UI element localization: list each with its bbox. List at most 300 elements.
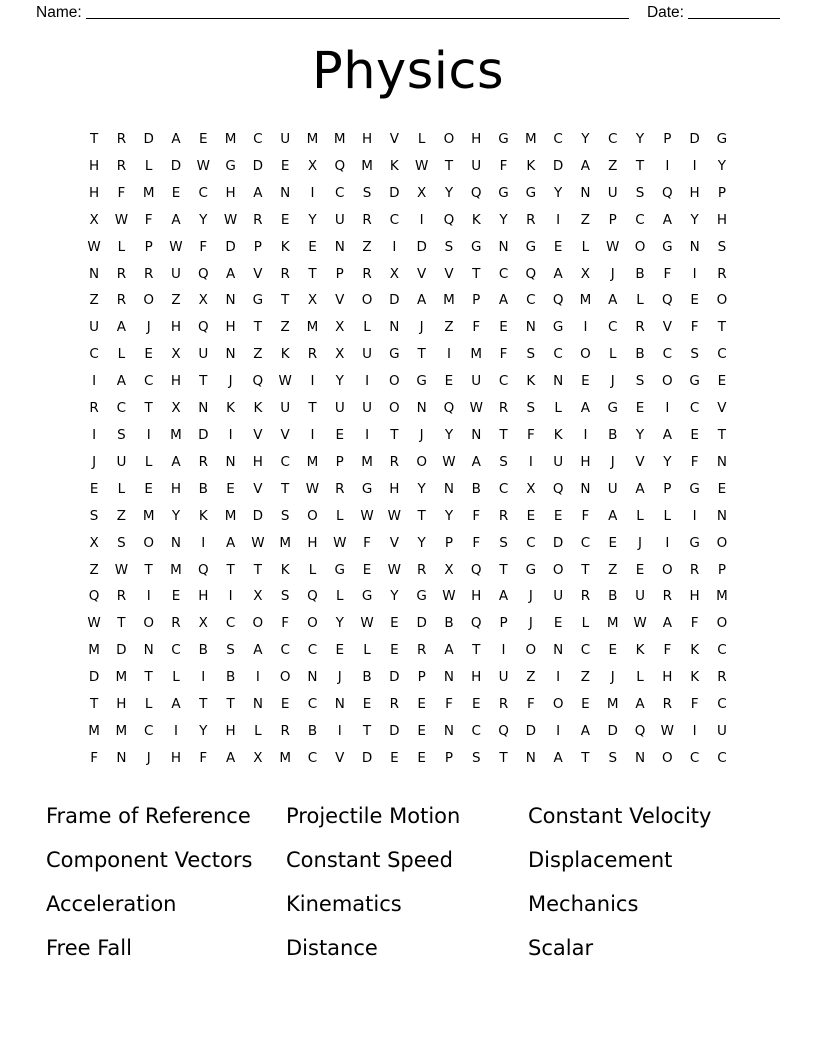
grid-cell[interactable]: N bbox=[252, 696, 263, 713]
grid-cell[interactable]: S bbox=[608, 749, 618, 766]
grid-cell[interactable]: J bbox=[528, 615, 533, 632]
grid-cell[interactable]: E bbox=[280, 211, 290, 228]
grid-cell[interactable]: S bbox=[117, 534, 126, 551]
grid-cell[interactable]: N bbox=[334, 238, 345, 255]
grid-cell[interactable]: Q bbox=[197, 265, 209, 282]
grid-cell[interactable]: M bbox=[606, 615, 619, 632]
grid-cell[interactable]: G bbox=[525, 238, 537, 255]
grid-cell[interactable]: R bbox=[116, 588, 127, 605]
grid-cell[interactable]: I bbox=[419, 211, 424, 228]
grid-cell[interactable]: N bbox=[580, 184, 591, 201]
grid-cell[interactable]: U bbox=[171, 265, 181, 282]
grid-cell[interactable]: N bbox=[553, 642, 564, 659]
word-list-item[interactable]: Distance bbox=[286, 935, 378, 960]
grid-cell[interactable]: T bbox=[472, 642, 481, 659]
grid-cell[interactable]: C bbox=[498, 373, 509, 390]
grid-cell[interactable]: X bbox=[198, 615, 208, 632]
grid-cell[interactable]: P bbox=[444, 534, 454, 551]
grid-cell[interactable]: A bbox=[225, 265, 236, 282]
grid-cell[interactable]: G bbox=[525, 561, 537, 578]
grid-cell[interactable]: D bbox=[252, 157, 264, 174]
grid-cell[interactable]: H bbox=[170, 373, 182, 390]
grid-cell[interactable]: M bbox=[88, 642, 100, 659]
grid-cell[interactable]: I bbox=[310, 426, 315, 443]
grid-cell[interactable]: O bbox=[252, 615, 264, 632]
grid-cell[interactable]: Q bbox=[197, 319, 209, 336]
grid-cell[interactable]: S bbox=[499, 534, 508, 551]
grid-cell[interactable]: C bbox=[635, 211, 645, 228]
grid-cell[interactable]: U bbox=[607, 480, 618, 497]
word-list-item[interactable]: Constant Speed bbox=[286, 847, 453, 872]
grid-cell[interactable]: J bbox=[92, 453, 97, 470]
grid-cell[interactable]: A bbox=[498, 588, 509, 605]
grid-cell[interactable]: W bbox=[387, 507, 402, 524]
grid-cell[interactable]: F bbox=[663, 642, 672, 659]
grid-cell[interactable]: L bbox=[144, 696, 153, 713]
grid-cell[interactable]: P bbox=[335, 265, 344, 282]
word-list-item[interactable]: Component Vectors bbox=[46, 847, 253, 872]
grid-cell[interactable]: Q bbox=[498, 722, 509, 739]
grid-cell[interactable]: F bbox=[499, 346, 508, 363]
grid-cell[interactable]: J bbox=[228, 373, 233, 390]
grid-cell[interactable]: O bbox=[716, 615, 728, 632]
grid-cell[interactable]: L bbox=[117, 346, 126, 363]
grid-cell[interactable]: Y bbox=[444, 426, 454, 443]
grid-cell[interactable]: K bbox=[471, 211, 481, 228]
grid-cell[interactable]: L bbox=[554, 400, 562, 417]
grid-cell[interactable]: N bbox=[89, 265, 100, 282]
grid-cell[interactable]: C bbox=[307, 696, 318, 713]
grid-cell[interactable]: X bbox=[253, 749, 263, 766]
grid-cell[interactable]: G bbox=[607, 400, 618, 417]
grid-cell[interactable]: W bbox=[606, 238, 620, 255]
grid-cell[interactable]: E bbox=[280, 696, 290, 713]
grid-cell[interactable]: S bbox=[117, 426, 126, 443]
grid-cell[interactable]: Y bbox=[635, 426, 645, 443]
grid-cell[interactable]: M bbox=[170, 426, 182, 443]
grid-cell[interactable]: L bbox=[363, 642, 371, 659]
grid-cell[interactable]: O bbox=[361, 292, 373, 309]
grid-cell[interactable]: U bbox=[607, 184, 618, 201]
grid-cell[interactable]: C bbox=[143, 722, 154, 739]
grid-cell[interactable]: D bbox=[389, 184, 400, 201]
grid-cell[interactable]: O bbox=[662, 749, 673, 766]
grid-cell[interactable]: A bbox=[608, 292, 618, 309]
grid-cell[interactable]: L bbox=[636, 669, 644, 686]
grid-cell[interactable]: P bbox=[717, 184, 726, 201]
grid-cell[interactable]: C bbox=[717, 749, 727, 766]
grid-cell[interactable]: J bbox=[419, 426, 424, 443]
grid-cell[interactable]: J bbox=[610, 373, 615, 390]
grid-cell[interactable]: R bbox=[280, 722, 290, 739]
grid-cell[interactable]: T bbox=[281, 480, 290, 497]
grid-cell[interactable]: N bbox=[143, 642, 154, 659]
grid-cell[interactable]: X bbox=[526, 480, 536, 497]
grid-cell[interactable]: K bbox=[526, 373, 536, 390]
grid-cell[interactable]: M bbox=[306, 131, 319, 147]
grid-cell[interactable]: U bbox=[498, 669, 509, 686]
grid-cell[interactable]: W bbox=[251, 534, 265, 551]
grid-cell[interactable]: E bbox=[390, 749, 399, 766]
grid-cell[interactable]: E bbox=[280, 157, 290, 174]
grid-cell[interactable]: S bbox=[717, 238, 727, 255]
grid-cell[interactable]: O bbox=[662, 373, 673, 390]
grid-cell[interactable]: N bbox=[389, 319, 400, 336]
grid-cell[interactable]: Q bbox=[634, 722, 646, 739]
grid-cell[interactable]: Q bbox=[552, 292, 564, 309]
grid-cell[interactable]: B bbox=[198, 642, 208, 659]
grid-cell[interactable]: P bbox=[335, 453, 344, 470]
grid-cell[interactable]: O bbox=[389, 400, 400, 417]
grid-cell[interactable]: E bbox=[690, 426, 699, 443]
grid-cell[interactable]: V bbox=[717, 400, 727, 417]
grid-cell[interactable]: F bbox=[663, 265, 672, 282]
grid-cell[interactable]: M bbox=[306, 453, 319, 470]
grid-cell[interactable]: N bbox=[416, 400, 427, 417]
grid-cell[interactable]: A bbox=[116, 373, 126, 390]
grid-cell[interactable]: E bbox=[471, 696, 481, 713]
grid-cell[interactable]: I bbox=[365, 426, 370, 443]
grid-cell[interactable]: H bbox=[716, 211, 727, 228]
grid-cell[interactable]: R bbox=[171, 615, 181, 632]
grid-cell[interactable]: L bbox=[144, 453, 153, 470]
grid-cell[interactable]: I bbox=[228, 588, 233, 605]
grid-cell[interactable]: R bbox=[717, 265, 727, 282]
grid-cell[interactable]: X bbox=[89, 211, 99, 228]
grid-cell[interactable]: W bbox=[442, 453, 456, 470]
grid-cell[interactable]: C bbox=[608, 319, 618, 336]
grid-cell[interactable]: N bbox=[443, 722, 454, 739]
grid-cell[interactable]: S bbox=[444, 238, 454, 255]
grid-cell[interactable]: L bbox=[335, 507, 344, 524]
grid-cell[interactable]: C bbox=[717, 346, 727, 363]
grid-cell[interactable]: Z bbox=[444, 319, 454, 336]
grid-cell[interactable]: B bbox=[362, 669, 372, 686]
grid-cell[interactable]: I bbox=[201, 669, 206, 686]
grid-cell[interactable]: H bbox=[198, 588, 209, 605]
grid-cell[interactable]: M bbox=[115, 722, 128, 739]
grid-cell[interactable]: E bbox=[89, 480, 99, 497]
grid-cell[interactable]: W bbox=[469, 400, 483, 417]
grid-cell[interactable]: Z bbox=[526, 669, 536, 686]
grid-cell[interactable]: Z bbox=[171, 292, 181, 309]
grid-cell[interactable]: E bbox=[635, 561, 645, 578]
grid-cell[interactable]: H bbox=[170, 480, 182, 497]
grid-cell[interactable]: R bbox=[498, 696, 509, 713]
grid-cell[interactable]: G bbox=[225, 157, 236, 174]
grid-cell[interactable]: M bbox=[361, 453, 373, 470]
grid-cell[interactable]: U bbox=[553, 588, 564, 605]
grid-cell[interactable]: W bbox=[633, 615, 647, 632]
grid-cell[interactable]: X bbox=[89, 534, 99, 551]
grid-cell[interactable]: C bbox=[498, 265, 509, 282]
grid-cell[interactable]: Y bbox=[663, 453, 672, 470]
grid-cell[interactable]: E bbox=[717, 480, 727, 497]
grid-cell[interactable]: W bbox=[223, 211, 238, 228]
grid-cell[interactable]: T bbox=[144, 669, 153, 686]
grid-cell[interactable]: C bbox=[116, 400, 127, 417]
grid-cell[interactable]: F bbox=[472, 507, 481, 524]
grid-cell[interactable]: P bbox=[499, 615, 508, 632]
grid-cell[interactable]: Q bbox=[443, 400, 455, 417]
grid-cell[interactable]: R bbox=[416, 642, 427, 659]
grid-cell[interactable]: A bbox=[225, 749, 236, 766]
grid-cell[interactable]: K bbox=[553, 426, 563, 443]
grid-cell[interactable]: R bbox=[116, 265, 127, 282]
grid-cell[interactable]: Q bbox=[552, 480, 564, 497]
grid-cell[interactable]: E bbox=[608, 534, 617, 551]
grid-cell[interactable]: O bbox=[662, 561, 673, 578]
word-search-grid[interactable] bbox=[80, 126, 735, 772]
grid-cell[interactable]: E bbox=[417, 696, 426, 713]
grid-cell[interactable]: N bbox=[225, 346, 236, 363]
grid-cell[interactable]: M bbox=[333, 131, 346, 147]
grid-cell[interactable]: M bbox=[170, 561, 182, 578]
grid-cell[interactable]: R bbox=[280, 265, 290, 282]
grid-cell[interactable]: E bbox=[390, 615, 399, 632]
grid-cell[interactable]: T bbox=[635, 157, 645, 174]
grid-cell[interactable]: T bbox=[144, 561, 153, 578]
grid-cell[interactable]: Q bbox=[334, 157, 346, 174]
grid-cell[interactable]: L bbox=[636, 507, 644, 524]
grid-cell[interactable]: T bbox=[417, 346, 426, 363]
grid-cell[interactable]: M bbox=[470, 346, 483, 363]
grid-cell[interactable]: R bbox=[689, 561, 700, 578]
grid-cell[interactable]: E bbox=[608, 642, 617, 659]
grid-cell[interactable]: R bbox=[116, 292, 127, 309]
grid-cell[interactable]: E bbox=[171, 184, 181, 201]
grid-cell[interactable]: X bbox=[307, 157, 318, 174]
grid-cell[interactable]: W bbox=[278, 373, 292, 390]
grid-cell[interactable]: I bbox=[92, 426, 97, 443]
grid-cell[interactable]: E bbox=[417, 722, 426, 739]
grid-cell[interactable]: A bbox=[171, 131, 181, 147]
grid-cell[interactable]: Q bbox=[88, 588, 100, 605]
grid-cell[interactable]: E bbox=[226, 480, 235, 497]
grid-cell[interactable]: T bbox=[226, 696, 235, 713]
grid-cell[interactable]: T bbox=[253, 319, 262, 336]
grid-cell[interactable]: Y bbox=[690, 211, 699, 228]
grid-cell[interactable]: T bbox=[499, 426, 508, 443]
grid-cell[interactable]: A bbox=[608, 507, 618, 524]
grid-cell[interactable]: G bbox=[716, 131, 728, 147]
grid-cell[interactable]: H bbox=[225, 722, 236, 739]
grid-cell[interactable]: R bbox=[89, 400, 99, 417]
grid-cell[interactable]: F bbox=[499, 157, 508, 174]
grid-cell[interactable]: H bbox=[471, 588, 482, 605]
grid-cell[interactable]: P bbox=[717, 561, 726, 578]
grid-cell[interactable]: Z bbox=[253, 346, 263, 363]
grid-cell[interactable]: I bbox=[201, 534, 206, 551]
grid-cell[interactable]: T bbox=[308, 400, 317, 417]
grid-cell[interactable]: I bbox=[556, 211, 561, 228]
grid-cell[interactable]: R bbox=[498, 400, 509, 417]
grid-cell[interactable]: V bbox=[444, 265, 454, 282]
grid-cell[interactable]: M bbox=[579, 292, 592, 309]
grid-cell[interactable]: M bbox=[279, 749, 291, 766]
grid-cell[interactable]: C bbox=[198, 184, 208, 201]
grid-cell[interactable]: T bbox=[717, 426, 727, 443]
grid-cell[interactable]: C bbox=[280, 453, 290, 470]
grid-cell[interactable]: X bbox=[580, 265, 591, 282]
grid-cell[interactable]: F bbox=[199, 749, 208, 766]
grid-cell[interactable]: X bbox=[307, 292, 318, 309]
grid-cell[interactable]: D bbox=[389, 722, 400, 739]
grid-cell[interactable]: O bbox=[525, 642, 537, 659]
grid-cell[interactable]: I bbox=[146, 426, 151, 443]
grid-cell[interactable]: Y bbox=[635, 131, 645, 147]
grid-cell[interactable]: C bbox=[389, 211, 400, 228]
grid-cell[interactable]: H bbox=[689, 588, 700, 605]
grid-cell[interactable]: P bbox=[144, 238, 153, 255]
grid-cell[interactable]: W bbox=[333, 534, 347, 551]
grid-cell[interactable]: N bbox=[634, 749, 646, 766]
grid-cell[interactable]: Z bbox=[89, 561, 99, 578]
grid-cell[interactable]: Q bbox=[197, 561, 209, 578]
grid-cell[interactable]: T bbox=[417, 507, 426, 524]
grid-cell[interactable]: A bbox=[580, 722, 591, 739]
grid-cell[interactable]: G bbox=[689, 373, 700, 390]
grid-cell[interactable]: Z bbox=[362, 238, 372, 255]
grid-cell[interactable]: C bbox=[526, 534, 536, 551]
grid-cell[interactable]: P bbox=[444, 749, 454, 766]
grid-cell[interactable]: E bbox=[308, 238, 317, 255]
grid-cell[interactable]: P bbox=[663, 131, 672, 147]
grid-cell[interactable]: S bbox=[526, 400, 536, 417]
grid-cell[interactable]: N bbox=[498, 238, 509, 255]
grid-cell[interactable]: I bbox=[310, 184, 315, 201]
grid-cell[interactable]: G bbox=[498, 184, 509, 201]
grid-cell[interactable]: C bbox=[498, 480, 509, 497]
grid-cell[interactable]: K bbox=[635, 642, 645, 659]
grid-cell[interactable]: Y bbox=[444, 184, 454, 201]
grid-cell[interactable]: W bbox=[360, 507, 374, 524]
grid-cell[interactable]: Y bbox=[335, 373, 344, 390]
grid-cell[interactable]: F bbox=[690, 615, 699, 632]
grid-cell[interactable]: A bbox=[253, 642, 263, 659]
grid-cell[interactable]: Z bbox=[580, 669, 591, 686]
grid-cell[interactable]: E bbox=[171, 588, 181, 605]
grid-cell[interactable]: X bbox=[389, 265, 399, 282]
grid-cell[interactable]: D bbox=[689, 131, 700, 147]
grid-cell[interactable]: J bbox=[419, 319, 424, 336]
grid-cell[interactable]: D bbox=[88, 669, 100, 686]
grid-cell[interactable]: G bbox=[689, 480, 700, 497]
grid-cell[interactable]: F bbox=[199, 238, 208, 255]
grid-cell[interactable]: K bbox=[690, 642, 700, 659]
grid-cell[interactable]: V bbox=[253, 265, 263, 282]
grid-cell[interactable]: D bbox=[389, 669, 400, 686]
grid-cell[interactable]: F bbox=[690, 696, 699, 713]
grid-cell[interactable]: W bbox=[414, 157, 429, 174]
grid-cell[interactable]: C bbox=[89, 346, 99, 363]
grid-cell[interactable]: G bbox=[662, 238, 673, 255]
grid-cell[interactable]: T bbox=[89, 131, 99, 147]
grid-cell[interactable]: O bbox=[307, 615, 318, 632]
grid-cell[interactable]: D bbox=[416, 238, 427, 255]
grid-cell[interactable]: D bbox=[361, 749, 373, 766]
grid-cell[interactable]: E bbox=[581, 373, 590, 390]
grid-cell[interactable]: T bbox=[717, 319, 727, 336]
grid-cell[interactable]: N bbox=[334, 696, 345, 713]
grid-cell[interactable]: D bbox=[143, 131, 154, 147]
grid-cell[interactable]: E bbox=[144, 480, 153, 497]
grid-cell[interactable]: A bbox=[498, 292, 509, 309]
grid-cell[interactable]: H bbox=[471, 669, 482, 686]
grid-cell[interactable]: R bbox=[116, 131, 127, 147]
grid-cell[interactable]: G bbox=[416, 588, 427, 605]
grid-cell[interactable]: I bbox=[228, 426, 233, 443]
grid-cell[interactable]: U bbox=[362, 400, 372, 417]
grid-cell[interactable]: B bbox=[608, 426, 618, 443]
grid-cell[interactable]: N bbox=[580, 480, 591, 497]
grid-cell[interactable]: N bbox=[443, 669, 454, 686]
grid-cell[interactable]: Y bbox=[390, 588, 399, 605]
grid-cell[interactable]: F bbox=[526, 696, 535, 713]
grid-cell[interactable]: C bbox=[225, 615, 236, 632]
grid-cell[interactable]: L bbox=[636, 292, 644, 309]
grid-cell[interactable]: C bbox=[307, 642, 318, 659]
grid-cell[interactable]: E bbox=[144, 346, 153, 363]
grid-cell[interactable]: H bbox=[89, 184, 100, 201]
grid-cell[interactable]: A bbox=[662, 426, 672, 443]
grid-cell[interactable]: A bbox=[471, 453, 481, 470]
grid-cell[interactable]: D bbox=[170, 157, 182, 174]
grid-cell[interactable]: M bbox=[443, 292, 455, 309]
grid-cell[interactable]: W bbox=[114, 211, 129, 228]
grid-cell[interactable]: S bbox=[635, 184, 645, 201]
grid-cell[interactable]: B bbox=[608, 588, 618, 605]
grid-cell[interactable]: T bbox=[581, 561, 590, 578]
grid-cell[interactable]: I bbox=[583, 426, 588, 443]
grid-cell[interactable]: V bbox=[635, 453, 645, 470]
grid-cell[interactable]: O bbox=[307, 507, 318, 524]
grid-cell[interactable]: C bbox=[171, 642, 181, 659]
grid-cell[interactable]: Y bbox=[499, 211, 508, 228]
grid-cell[interactable]: E bbox=[526, 507, 536, 524]
grid-cell[interactable]: R bbox=[143, 265, 154, 282]
grid-cell[interactable]: A bbox=[417, 292, 427, 309]
name-input-line[interactable] bbox=[86, 8, 629, 19]
grid-cell[interactable]: M bbox=[142, 184, 155, 201]
grid-cell[interactable]: I bbox=[665, 534, 670, 551]
grid-cell[interactable]: A bbox=[553, 749, 563, 766]
grid-cell[interactable]: N bbox=[689, 238, 700, 255]
grid-cell[interactable]: I bbox=[692, 507, 697, 524]
grid-cell[interactable]: K bbox=[226, 400, 235, 417]
grid-cell[interactable]: F bbox=[690, 453, 699, 470]
grid-cell[interactable]: X bbox=[444, 561, 454, 578]
word-list-item[interactable]: Acceleration bbox=[46, 891, 177, 916]
grid-cell[interactable]: U bbox=[553, 453, 564, 470]
grid-cell[interactable]: A bbox=[662, 211, 672, 228]
grid-cell[interactable]: T bbox=[362, 722, 372, 739]
grid-cell[interactable]: Q bbox=[307, 588, 318, 605]
grid-cell[interactable]: X bbox=[171, 346, 181, 363]
grid-cell[interactable]: E bbox=[199, 131, 208, 147]
grid-cell[interactable]: I bbox=[392, 238, 397, 255]
grid-cell[interactable]: N bbox=[116, 749, 127, 766]
grid-cell[interactable]: V bbox=[389, 534, 399, 551]
grid-cell[interactable]: U bbox=[471, 373, 482, 390]
grid-cell[interactable]: I bbox=[337, 722, 342, 739]
grid-cell[interactable]: Q bbox=[252, 373, 264, 390]
grid-cell[interactable]: O bbox=[143, 292, 154, 309]
grid-cell[interactable]: A bbox=[253, 184, 263, 201]
grid-cell[interactable]: B bbox=[444, 615, 454, 632]
grid-cell[interactable]: C bbox=[608, 131, 618, 147]
grid-cell[interactable]: L bbox=[308, 561, 317, 578]
